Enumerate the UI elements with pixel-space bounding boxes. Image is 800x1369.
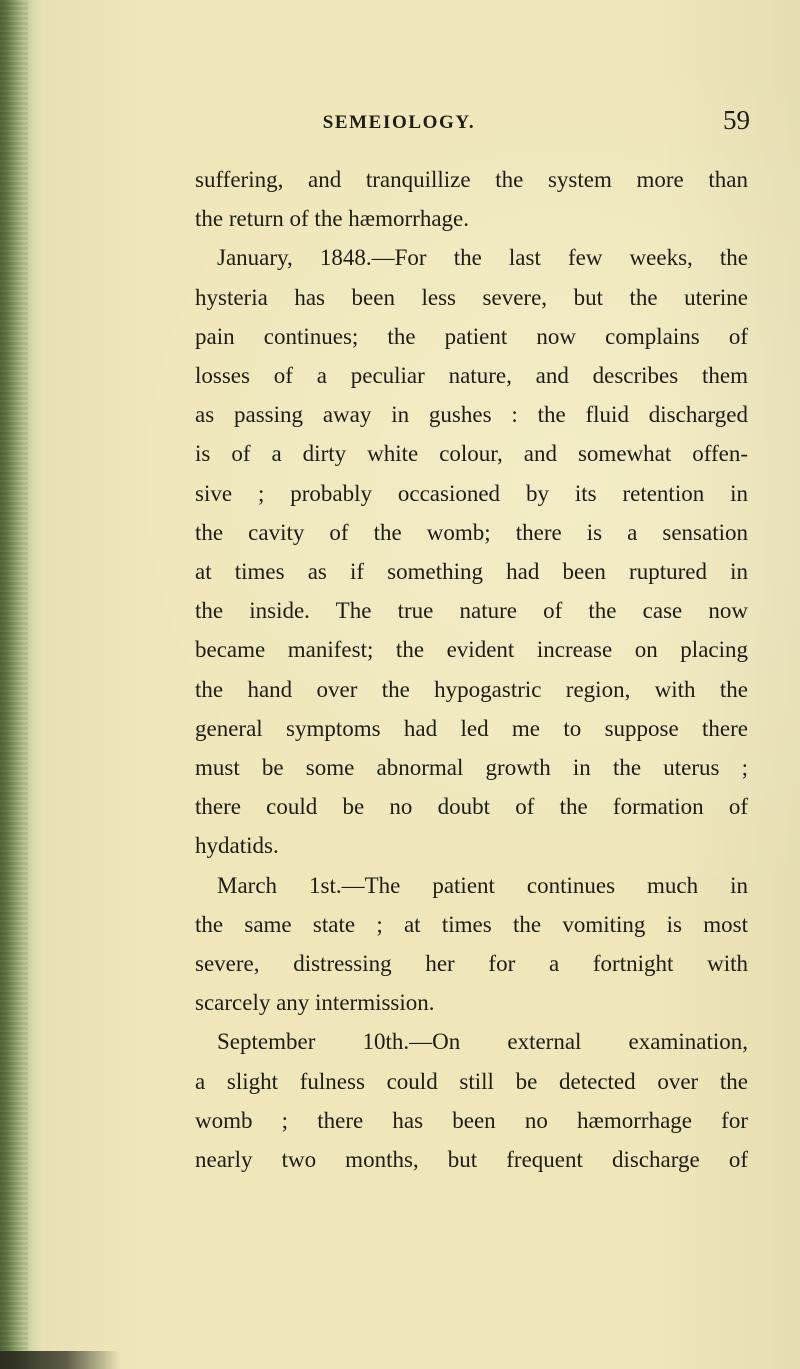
body-line: at times as if something had been ruptured in bbox=[195, 559, 748, 585]
body-line: hydatids. bbox=[195, 833, 279, 859]
body-line: scarcely any intermission. bbox=[195, 990, 435, 1016]
body-line: womb ; there has been no hæmorrhage for bbox=[195, 1107, 748, 1133]
body-line: a slight fulness could still be detected over the bbox=[195, 1068, 748, 1094]
body-line: nearly two months, but frequent discharge of bbox=[195, 1147, 748, 1173]
body-line: is of a dirty white colour, and somewhat offen- bbox=[195, 441, 748, 467]
body-line: as passing away in gushes : the fluid discharged bbox=[195, 402, 748, 428]
body-line: the inside. The true nature of the case now bbox=[195, 598, 748, 624]
body-line: suffering, and tranquillize the system more than bbox=[195, 167, 748, 192]
body-line: became manifest; the evident increase on placing bbox=[195, 637, 748, 663]
spine-texture bbox=[0, 0, 28, 1369]
page-number: 59 bbox=[723, 105, 750, 135]
body-line: severe, distressing her for a fortnight with bbox=[195, 951, 748, 977]
body-line: the return of the hæmorrhage. bbox=[195, 206, 469, 232]
body-line: sive ; probably occasioned by its retention in bbox=[195, 480, 748, 506]
body-line: September 10th.—On external examination, bbox=[217, 1029, 748, 1055]
body-line: must be some abnormal growth in the uterus ; bbox=[195, 755, 748, 781]
body-line: pain continues; the patient now complains of bbox=[195, 323, 748, 349]
body-line: the same state ; at times the vomiting is most bbox=[195, 911, 748, 937]
body-line: hysteria has been less severe, but the uterine bbox=[195, 284, 748, 310]
body-line: general symptoms had led me to suppose there bbox=[195, 715, 748, 741]
bottom-edge-shadow bbox=[0, 1351, 120, 1369]
body-line: the cavity of the womb; there is a sensation bbox=[195, 519, 748, 545]
body-line: losses of a peculiar nature, and describes them bbox=[195, 363, 748, 389]
running-header: SEMEIOLOGY. bbox=[322, 112, 476, 133]
body-line: March 1st.—The patient continues much in bbox=[217, 872, 748, 898]
body-line: January, 1848.—For the last few weeks, the bbox=[217, 245, 748, 271]
page-body bbox=[195, 160, 748, 1179]
body-line: the hand over the hypogastric region, with the bbox=[195, 676, 748, 702]
body-line: there could be no doubt of the formation of bbox=[195, 794, 748, 820]
